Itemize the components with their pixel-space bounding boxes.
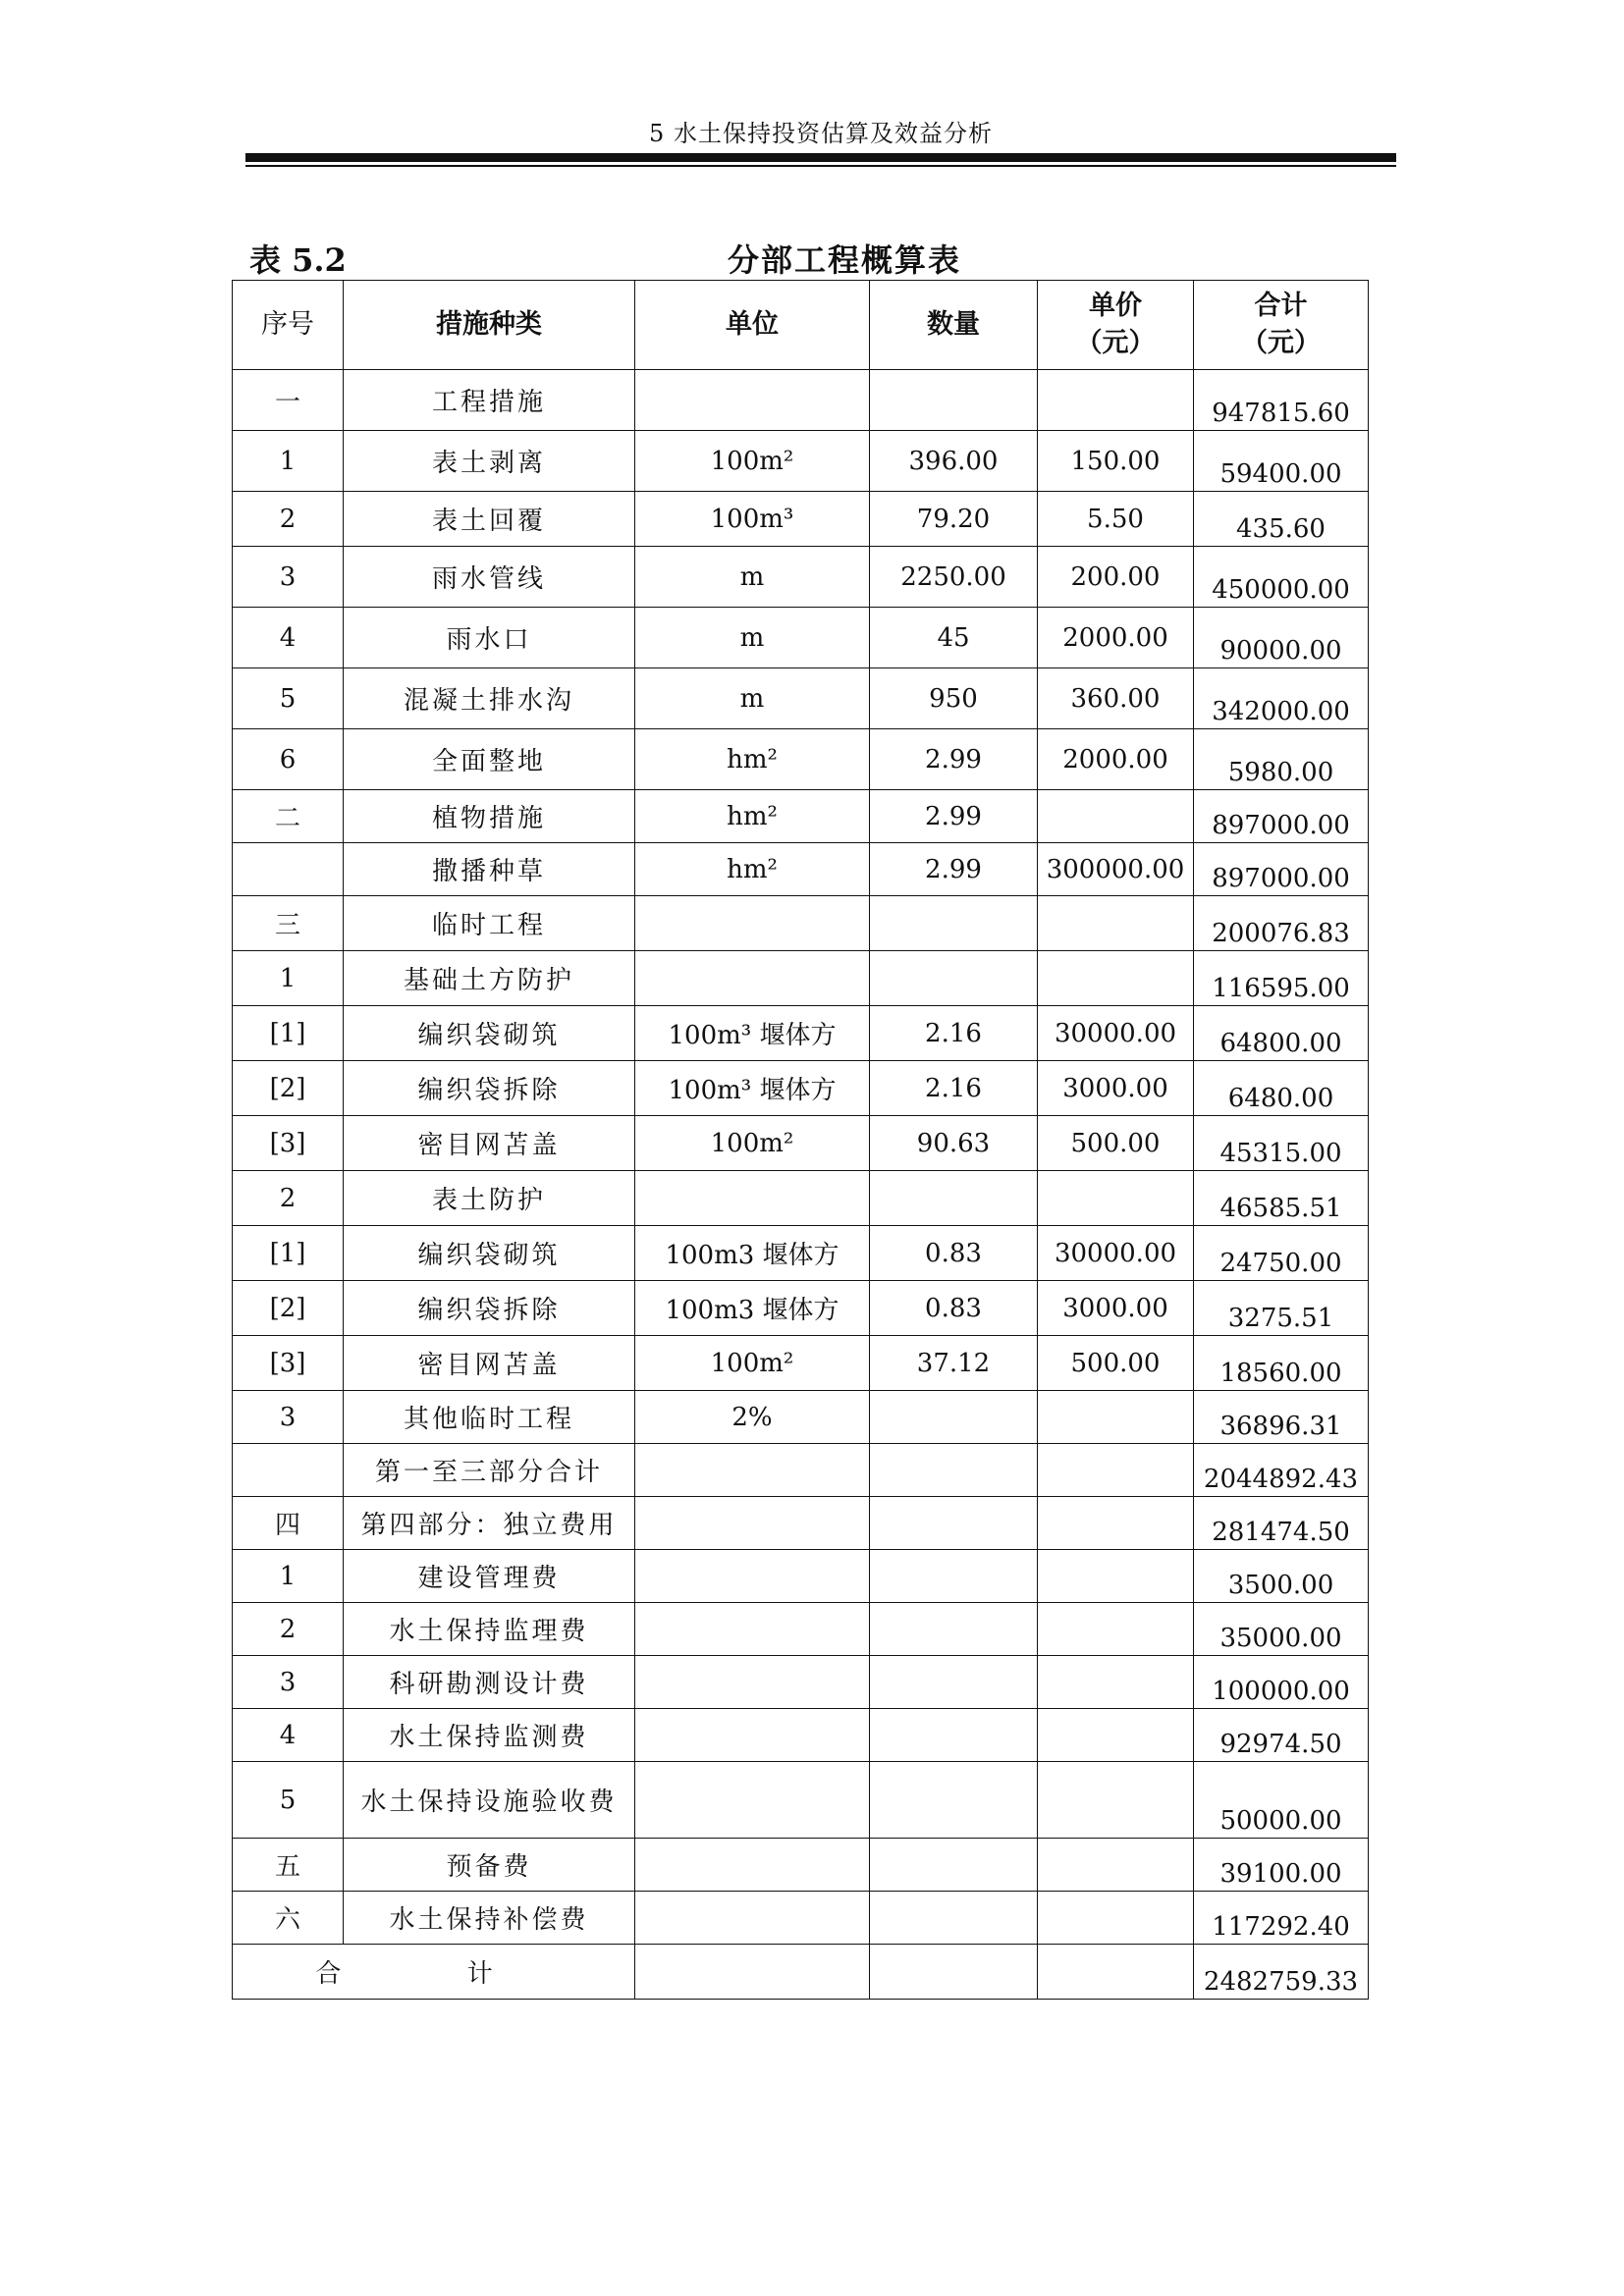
cell-seq: 4 bbox=[233, 608, 344, 668]
grand-total-label-text: 合 计 bbox=[315, 1959, 552, 1989]
cell-price bbox=[1038, 1171, 1194, 1226]
cell-price bbox=[1038, 370, 1194, 431]
cell-total: 24750.00 bbox=[1194, 1226, 1369, 1281]
cell-measure: 工程措施 bbox=[344, 370, 635, 431]
cell-measure: 其他临时工程 bbox=[344, 1391, 635, 1444]
cell-measure: 第四部分：独立费用 bbox=[344, 1497, 635, 1550]
cell-qty bbox=[870, 1550, 1038, 1603]
cell-unit: 100m3 堰体方 bbox=[635, 1226, 870, 1281]
cell-unit bbox=[635, 1892, 870, 1945]
table-row bbox=[233, 1336, 1369, 1391]
table-row bbox=[233, 1006, 1369, 1061]
cell-seq: 五 bbox=[233, 1839, 344, 1892]
table-row bbox=[233, 1762, 1369, 1839]
cell-qty: 2250.00 bbox=[870, 547, 1038, 608]
cell-measure: 科研勘测设计费 bbox=[344, 1656, 635, 1709]
cell-unit bbox=[635, 1762, 870, 1839]
cell-price: 2000.00 bbox=[1038, 729, 1194, 790]
cell-price: 500.00 bbox=[1038, 1336, 1194, 1391]
cell-unit bbox=[635, 1709, 870, 1762]
cell-qty: 37.12 bbox=[870, 1336, 1038, 1391]
table-row bbox=[233, 1061, 1369, 1116]
cell-measure: 密目网苫盖 bbox=[344, 1116, 635, 1171]
cell-qty bbox=[870, 1839, 1038, 1892]
cell-measure: 建设管理费 bbox=[344, 1550, 635, 1603]
cell-measure: 水土保持监理费 bbox=[344, 1603, 635, 1656]
cell-measure: 密目网苫盖 bbox=[344, 1336, 635, 1391]
table-row bbox=[233, 1497, 1369, 1550]
cell-qty bbox=[870, 1709, 1038, 1762]
cell-unit: hm² bbox=[635, 843, 870, 896]
cell-measure: 水土保持补偿费 bbox=[344, 1892, 635, 1945]
cell-total: 50000.00 bbox=[1194, 1762, 1369, 1839]
cell-seq: 1 bbox=[233, 951, 344, 1006]
cell-unit bbox=[635, 1839, 870, 1892]
cell-total: 18560.00 bbox=[1194, 1336, 1369, 1391]
cell-price bbox=[1038, 1550, 1194, 1603]
cell-total: 92974.50 bbox=[1194, 1709, 1369, 1762]
cell-price: 3000.00 bbox=[1038, 1281, 1194, 1336]
col-header-price-unit: （元） bbox=[1075, 328, 1156, 358]
col-header-total bbox=[1194, 281, 1369, 370]
cell-total: 100000.00 bbox=[1194, 1656, 1369, 1709]
cell-unit bbox=[635, 1171, 870, 1226]
cell-unit: 100m² bbox=[635, 1116, 870, 1171]
col-header-measure: 措施种类 bbox=[344, 281, 635, 370]
cell-price: 5.50 bbox=[1038, 492, 1194, 547]
table-row bbox=[233, 1656, 1369, 1709]
header-rule-thick bbox=[245, 153, 1396, 162]
cell-unit: hm² bbox=[635, 790, 870, 843]
header-rule-thin bbox=[245, 165, 1396, 167]
cell-measure: 植物措施 bbox=[344, 790, 635, 843]
table-row bbox=[233, 1391, 1369, 1444]
cell-qty: 950 bbox=[870, 668, 1038, 729]
running-header: 5 水土保持投资估算及效益分析 bbox=[649, 120, 993, 147]
cell-price: 30000.00 bbox=[1038, 1226, 1194, 1281]
cell-qty: 90.63 bbox=[870, 1116, 1038, 1171]
cell-total: 5980.00 bbox=[1194, 729, 1369, 790]
cell-qty bbox=[870, 1444, 1038, 1497]
cell-seq: 2 bbox=[233, 1603, 344, 1656]
grand-total-value: 2482759.33 bbox=[1194, 1945, 1369, 2000]
cell-total: 90000.00 bbox=[1194, 608, 1369, 668]
cell-price bbox=[1038, 1762, 1194, 1839]
cell-seq: 一 bbox=[233, 370, 344, 431]
cell-qty: 396.00 bbox=[870, 431, 1038, 492]
cell-unit: 100m3 堰体方 bbox=[635, 1281, 870, 1336]
cell-unit bbox=[635, 1656, 870, 1709]
table-row bbox=[233, 1116, 1369, 1171]
cell-price bbox=[1038, 951, 1194, 1006]
cell-total: 200076.83 bbox=[1194, 896, 1369, 951]
cell-qty bbox=[870, 1171, 1038, 1226]
cell-seq: [3] bbox=[233, 1336, 344, 1391]
cell-qty: 0.83 bbox=[870, 1226, 1038, 1281]
table-row bbox=[233, 1226, 1369, 1281]
table-title: 分部工程概算表 bbox=[727, 241, 961, 279]
cell-seq: [1] bbox=[233, 1006, 344, 1061]
cell-seq: [2] bbox=[233, 1281, 344, 1336]
cell-unit: 100m³ 堰体方 bbox=[635, 1006, 870, 1061]
cell-measure: 混凝土排水沟 bbox=[344, 668, 635, 729]
table-row bbox=[233, 547, 1369, 608]
cell-qty: 2.99 bbox=[870, 843, 1038, 896]
cell-price bbox=[1038, 1656, 1194, 1709]
grand-total-qty-cell bbox=[870, 1945, 1038, 2000]
col-header-unit: 单位 bbox=[635, 281, 870, 370]
cell-unit: m bbox=[635, 668, 870, 729]
cell-total: 46585.51 bbox=[1194, 1171, 1369, 1226]
cell-measure: 表土剥离 bbox=[344, 431, 635, 492]
cell-unit bbox=[635, 1497, 870, 1550]
cell-unit: m bbox=[635, 608, 870, 668]
cell-qty: 2.16 bbox=[870, 1006, 1038, 1061]
cell-total: 435.60 bbox=[1194, 492, 1369, 547]
table-row bbox=[233, 1444, 1369, 1497]
cell-measure: 编织袋砌筑 bbox=[344, 1006, 635, 1061]
cell-qty bbox=[870, 951, 1038, 1006]
table-row bbox=[233, 1839, 1369, 1892]
table-number: 表 5.2 bbox=[249, 241, 347, 279]
table-row bbox=[233, 1550, 1369, 1603]
cell-qty bbox=[870, 1497, 1038, 1550]
cell-price: 3000.00 bbox=[1038, 1061, 1194, 1116]
cell-unit: 100m² bbox=[635, 1336, 870, 1391]
cell-total: 897000.00 bbox=[1194, 790, 1369, 843]
cell-total: 36896.31 bbox=[1194, 1391, 1369, 1444]
cell-measure: 表土回覆 bbox=[344, 492, 635, 547]
cell-price bbox=[1038, 896, 1194, 951]
cell-price bbox=[1038, 1839, 1194, 1892]
cell-total: 2044892.43 bbox=[1194, 1444, 1369, 1497]
cell-qty bbox=[870, 1892, 1038, 1945]
cell-qty: 2.99 bbox=[870, 729, 1038, 790]
cell-measure: 表土防护 bbox=[344, 1171, 635, 1226]
col-header-qty: 数量 bbox=[870, 281, 1038, 370]
cell-seq: 二 bbox=[233, 790, 344, 843]
cell-price bbox=[1038, 1709, 1194, 1762]
cell-price bbox=[1038, 1603, 1194, 1656]
cell-price bbox=[1038, 1497, 1194, 1550]
cell-seq: [3] bbox=[233, 1116, 344, 1171]
cell-qty: 2.99 bbox=[870, 790, 1038, 843]
cell-total: 35000.00 bbox=[1194, 1603, 1369, 1656]
cell-price: 360.00 bbox=[1038, 668, 1194, 729]
cell-price bbox=[1038, 1444, 1194, 1497]
cell-total: 947815.60 bbox=[1194, 370, 1369, 431]
cell-seq: [1] bbox=[233, 1226, 344, 1281]
table-row bbox=[233, 370, 1369, 431]
cell-unit: 100m² bbox=[635, 431, 870, 492]
cell-unit bbox=[635, 1550, 870, 1603]
cell-unit bbox=[635, 896, 870, 951]
cell-seq: 5 bbox=[233, 668, 344, 729]
cell-seq bbox=[233, 843, 344, 896]
cell-unit bbox=[635, 1603, 870, 1656]
col-header-total-unit: （元） bbox=[1241, 328, 1321, 358]
col-header-seq: 序号 bbox=[233, 281, 344, 370]
cell-unit: 100m³ bbox=[635, 492, 870, 547]
col-header-total-label: 合计 bbox=[1254, 291, 1308, 321]
cell-total: 117292.40 bbox=[1194, 1892, 1369, 1945]
cell-price bbox=[1038, 1391, 1194, 1444]
cell-seq: 三 bbox=[233, 896, 344, 951]
cell-price bbox=[1038, 790, 1194, 843]
cell-total: 342000.00 bbox=[1194, 668, 1369, 729]
cell-price: 2000.00 bbox=[1038, 608, 1194, 668]
cell-total: 6480.00 bbox=[1194, 1061, 1369, 1116]
table-row bbox=[233, 1281, 1369, 1336]
cell-total: 116595.00 bbox=[1194, 951, 1369, 1006]
cell-measure: 雨水管线 bbox=[344, 547, 635, 608]
cell-total: 3275.51 bbox=[1194, 1281, 1369, 1336]
cell-qty bbox=[870, 370, 1038, 431]
cell-total: 59400.00 bbox=[1194, 431, 1369, 492]
table-row bbox=[233, 431, 1369, 492]
cell-measure: 全面整地 bbox=[344, 729, 635, 790]
table-header-row bbox=[233, 281, 1369, 370]
cell-qty: 2.16 bbox=[870, 1061, 1038, 1116]
cell-seq: 6 bbox=[233, 729, 344, 790]
cell-price: 300000.00 bbox=[1038, 843, 1194, 896]
cell-measure: 编织袋砌筑 bbox=[344, 1226, 635, 1281]
cell-measure: 撒播种草 bbox=[344, 843, 635, 896]
col-header-price bbox=[1038, 281, 1194, 370]
cell-total: 39100.00 bbox=[1194, 1839, 1369, 1892]
table-row bbox=[233, 1892, 1369, 1945]
cell-qty: 79.20 bbox=[870, 492, 1038, 547]
cell-measure: 水土保持监测费 bbox=[344, 1709, 635, 1762]
cell-seq: 4 bbox=[233, 1709, 344, 1762]
table-row bbox=[233, 668, 1369, 729]
cell-measure: 第一至三部分合计 bbox=[344, 1444, 635, 1497]
cell-total: 897000.00 bbox=[1194, 843, 1369, 896]
cell-qty bbox=[870, 896, 1038, 951]
grand-total-label bbox=[233, 1945, 635, 2000]
cell-total: 281474.50 bbox=[1194, 1497, 1369, 1550]
cell-total: 64800.00 bbox=[1194, 1006, 1369, 1061]
cell-qty bbox=[870, 1762, 1038, 1839]
cell-seq: 1 bbox=[233, 1550, 344, 1603]
cell-price: 500.00 bbox=[1038, 1116, 1194, 1171]
table-row bbox=[233, 1171, 1369, 1226]
cell-seq: 四 bbox=[233, 1497, 344, 1550]
table-row bbox=[233, 729, 1369, 790]
cell-price bbox=[1038, 1892, 1194, 1945]
cell-unit bbox=[635, 951, 870, 1006]
table-row bbox=[233, 790, 1369, 843]
cell-seq: [2] bbox=[233, 1061, 344, 1116]
table-row bbox=[233, 951, 1369, 1006]
cell-qty: 0.83 bbox=[870, 1281, 1038, 1336]
cell-measure: 临时工程 bbox=[344, 896, 635, 951]
cell-price: 150.00 bbox=[1038, 431, 1194, 492]
cell-seq: 3 bbox=[233, 1656, 344, 1709]
grand-total-row bbox=[233, 1945, 1369, 2000]
cell-unit bbox=[635, 1444, 870, 1497]
cell-measure: 编织袋拆除 bbox=[344, 1061, 635, 1116]
col-header-price-label: 单价 bbox=[1089, 291, 1142, 321]
cell-seq: 5 bbox=[233, 1762, 344, 1839]
cell-total: 3500.00 bbox=[1194, 1550, 1369, 1603]
cell-measure: 雨水口 bbox=[344, 608, 635, 668]
cell-seq: 3 bbox=[233, 547, 344, 608]
cell-measure: 基础土方防护 bbox=[344, 951, 635, 1006]
cell-qty bbox=[870, 1603, 1038, 1656]
cell-unit: hm² bbox=[635, 729, 870, 790]
table-row bbox=[233, 608, 1369, 668]
estimate-table bbox=[232, 280, 1369, 2000]
cell-measure: 预备费 bbox=[344, 1839, 635, 1892]
table-row bbox=[233, 1603, 1369, 1656]
table-row bbox=[233, 896, 1369, 951]
cell-qty bbox=[870, 1656, 1038, 1709]
table-row bbox=[233, 843, 1369, 896]
cell-unit: m bbox=[635, 547, 870, 608]
cell-price: 30000.00 bbox=[1038, 1006, 1194, 1061]
cell-unit: 2% bbox=[635, 1391, 870, 1444]
grand-total-price-cell bbox=[1038, 1945, 1194, 2000]
table-row bbox=[233, 492, 1369, 547]
cell-seq: 六 bbox=[233, 1892, 344, 1945]
cell-total: 45315.00 bbox=[1194, 1116, 1369, 1171]
grand-total-unit-cell bbox=[635, 1945, 870, 2000]
cell-seq: 1 bbox=[233, 431, 344, 492]
cell-seq: 2 bbox=[233, 1171, 344, 1226]
cell-total: 450000.00 bbox=[1194, 547, 1369, 608]
cell-seq: 3 bbox=[233, 1391, 344, 1444]
cell-unit: 100m³ 堰体方 bbox=[635, 1061, 870, 1116]
cell-measure: 水土保持设施验收费 bbox=[344, 1762, 635, 1839]
cell-price: 200.00 bbox=[1038, 547, 1194, 608]
cell-seq: 2 bbox=[233, 492, 344, 547]
cell-unit bbox=[635, 370, 870, 431]
table-body bbox=[233, 370, 1369, 1945]
cell-measure: 编织袋拆除 bbox=[344, 1281, 635, 1336]
table-row bbox=[233, 1709, 1369, 1762]
cell-qty bbox=[870, 1391, 1038, 1444]
cell-seq bbox=[233, 1444, 344, 1497]
cell-qty: 45 bbox=[870, 608, 1038, 668]
